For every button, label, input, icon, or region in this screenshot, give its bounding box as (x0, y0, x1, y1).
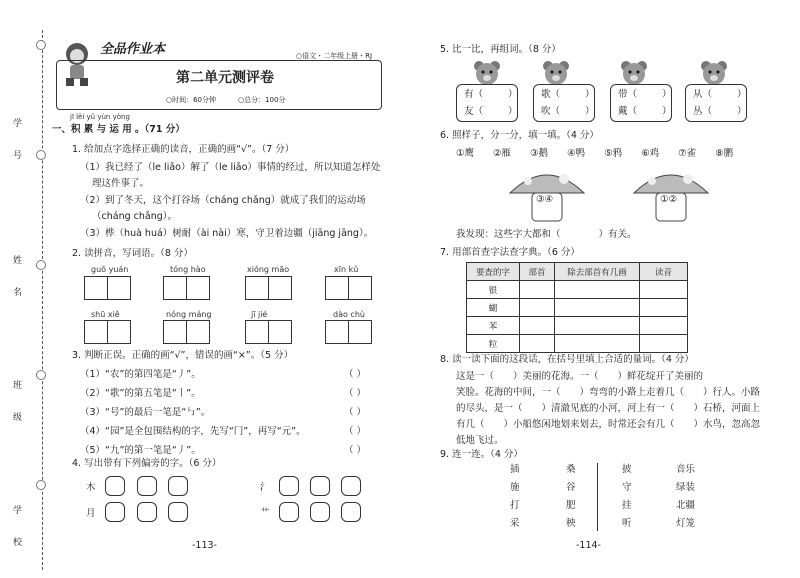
class-label: 班 级 (11, 380, 21, 431)
q2-grid-8[interactable] (325, 320, 371, 344)
q6-title: 6. 照样子，分一分，填一填。（4 分） (440, 130, 599, 141)
q2-grid-6[interactable] (163, 320, 209, 344)
table-header: 部首 (520, 263, 555, 281)
q1-line2: （2）到了冬天，这个打谷场（cháng chǎng）就成了我们的运动场 (80, 195, 366, 206)
q5-title: 5. 比一比，再组词。（8 分） (440, 44, 561, 55)
exam-title: 第二单元测评卷 (176, 70, 274, 86)
q7-title: 7. 用部首查字法查字典。（6 分） (440, 247, 580, 258)
q8-line3[interactable]: 的尽头，是一（ ）清澈见底的小河，河上有一（ ）石桥，河面上 (456, 403, 761, 414)
q2-pinyin-5: shū xiě (91, 310, 120, 319)
q9-col4-3[interactable]: 北疆 (676, 500, 696, 511)
q3-item-3: （3）“号”的最后一笔是“㇉”。 (80, 407, 211, 418)
q4-title: 4. 写出带有下列偏旁的字。（6 分） (72, 458, 222, 469)
q4-radical-4: 艹 (260, 508, 270, 519)
table-row: 银 (467, 281, 688, 299)
q4-radical-1: 木 (86, 482, 96, 493)
q3-item-4: （4）“园”是全包围结构的字，先写“冂”，再写“元”。 (80, 426, 306, 437)
q2-grid-7[interactable] (245, 320, 291, 344)
q2-grid-5[interactable] (84, 320, 130, 344)
q5-word-3a[interactable]: 带（ (618, 89, 638, 100)
q9-col4-4[interactable]: 灯笼 (676, 518, 696, 529)
bear-icon (472, 60, 502, 86)
mushroom-left-label: ③④ (536, 194, 554, 205)
q9-col2-3[interactable]: 肥 (566, 500, 576, 511)
bear-icon (619, 60, 649, 86)
q2-pinyin-7: jī jié (251, 310, 268, 319)
q2-pinyin-3: xióng māo (247, 265, 290, 274)
q4-radical-3: 氵 (260, 482, 270, 493)
q2-grid-3[interactable] (245, 276, 291, 300)
q2-pinyin-1: guō yuán (91, 265, 129, 274)
q5-word-3b[interactable]: 戴（ (618, 106, 638, 117)
q4-radical-2: 月 (86, 508, 96, 519)
q9-col2-1[interactable]: 桑 (566, 464, 576, 475)
q6-found[interactable]: 我发现：这些字大都和（ ）有关。 (456, 229, 637, 240)
subject-label: ○语文・二年级上册・RJ (296, 52, 373, 60)
q1-title: 1. 给加点字选择正确的读音，正确的画“√”。（7 分） (72, 144, 295, 155)
page-number-left: -113- (192, 540, 217, 551)
q8-line1[interactable]: 这是一（ ）美丽的花海。一（ ）鲜花绽开了美丽的 (456, 371, 704, 382)
table-row: 蝴 (467, 299, 688, 317)
q9-divider (597, 463, 598, 531)
q9-title: 9. 连一连。（4 分） (440, 449, 523, 460)
exam-total: ○总分：100分 (238, 96, 286, 104)
q8-line2[interactable]: 笑脸。花海的中间，一（ ）弯弯的小路上走着几（ ）行人。小路 (456, 387, 761, 398)
exam-time: ○时间：60分钟 (166, 96, 217, 104)
bear-icon (699, 60, 729, 86)
q9-col1-1[interactable]: 插 (510, 464, 520, 475)
table-row: 苯 (467, 317, 688, 335)
q5-word-2a[interactable]: 歌（ (541, 89, 561, 100)
q9-col4-1[interactable]: 音乐 (676, 464, 696, 475)
name-label: 姓 名 (11, 255, 21, 306)
q3-answer-5[interactable]: （ ） (344, 445, 367, 456)
q9-col3-4[interactable]: 听 (622, 518, 632, 529)
section-pinyin: jī lěi yǔ yùn yòng (70, 113, 130, 121)
q1-line1b: 理这件事了。 (92, 178, 150, 189)
q9-col1-3[interactable]: 打 (510, 500, 520, 511)
q3-item-2: （2）“歌”的第五笔是“丨”。 (80, 388, 201, 399)
q6-items: ①鹰 ②雁 ③鹅 ④鸭 ⑤鸦 ⑥鸡 ⑦雀 ⑧鹏 (456, 148, 734, 159)
dictionary-table (466, 262, 688, 353)
q2-pinyin-2: tóng hào (170, 265, 206, 274)
q1-line3: （3）桦（huà huá）树耐（ài nài）寒，守卫着边疆（jiāng jāng）。 (80, 228, 374, 239)
q9-col3-2[interactable]: 守 (622, 482, 632, 493)
q9-col3-3[interactable]: 挂 (622, 500, 632, 511)
student-id-label: 学 号 (11, 118, 21, 169)
q5-word-4a[interactable]: 从（ (693, 89, 713, 100)
q5-word-4b[interactable]: 丛（ (693, 106, 713, 117)
q5-word-2b[interactable]: 吹（ (541, 106, 561, 117)
q3-answer-2[interactable]: （ ） (344, 388, 367, 399)
bear-icon (541, 60, 571, 86)
mushroom-right-label: ①② (660, 194, 678, 205)
q8-line5: 低地飞过。 (456, 435, 504, 446)
table-header: 要查的字 (467, 263, 520, 281)
mushroom-left-icon (506, 163, 588, 223)
table-header: 除去部首有几画 (555, 263, 640, 281)
q2-pinyin-4: xīn kǔ (334, 265, 359, 274)
brand-logo: 全品作业本 (100, 42, 166, 57)
q1-line2b: （cháng chǎng）。 (92, 211, 178, 222)
q2-title: 2. 读拼音，写词语。（8 分） (72, 248, 193, 259)
q9-col1-4[interactable]: 采 (510, 518, 520, 529)
q9-col4-2[interactable]: 绿装 (676, 482, 696, 493)
q9-col3-1[interactable]: 披 (622, 464, 632, 475)
q2-grid-2[interactable] (163, 276, 209, 300)
q3-title: 3. 判断正误。正确的画“√”，错误的画“×”。（5 分） (72, 350, 294, 361)
q9-col2-4[interactable]: 秧 (566, 518, 576, 529)
q3-item-1: （1）“农”的第四笔是“丿”。 (80, 369, 201, 380)
q9-col1-2[interactable]: 施 (510, 482, 520, 493)
q8-line4[interactable]: 有几（ ）小船悠闲地划来划去，时常还会有几（ ）水鸟，忽高忽 (456, 419, 761, 430)
q5-word-1b[interactable]: 友（ (464, 106, 484, 117)
q2-pinyin-8: dào chù (333, 310, 365, 319)
table-header: 读音 (640, 263, 688, 281)
q8-title: 8. 读一读下面的这段话，在括号里填上合适的量词。（4 分） (440, 354, 694, 365)
q9-col2-2[interactable]: 谷 (566, 482, 576, 493)
q2-grid-4[interactable] (325, 276, 371, 300)
q1-line1: （1）我已经了（le liǎo）解了（le liǎo）事情的经过，所以知道怎样处 (80, 162, 381, 173)
q5-word-1a[interactable]: 有（ (464, 89, 484, 100)
table-row: 粒 (467, 335, 688, 353)
school-label: 学 校 (11, 505, 21, 556)
q3-answer-3[interactable]: （ ） (344, 407, 367, 418)
mushroom-right-icon (630, 163, 712, 223)
page-number-right: -114- (576, 540, 601, 551)
q3-answer-1[interactable]: （ ） (344, 369, 367, 380)
q3-item-5: （5）“九”的第一笔是“丿”。 (80, 445, 201, 456)
section-title: 一、积 累 与 运 用 。（71 分） (52, 124, 185, 135)
q2-pinyin-6: nóng máng (166, 310, 212, 319)
q2-grid-1[interactable] (84, 276, 130, 300)
q3-answer-4[interactable]: （ ） (344, 426, 367, 437)
